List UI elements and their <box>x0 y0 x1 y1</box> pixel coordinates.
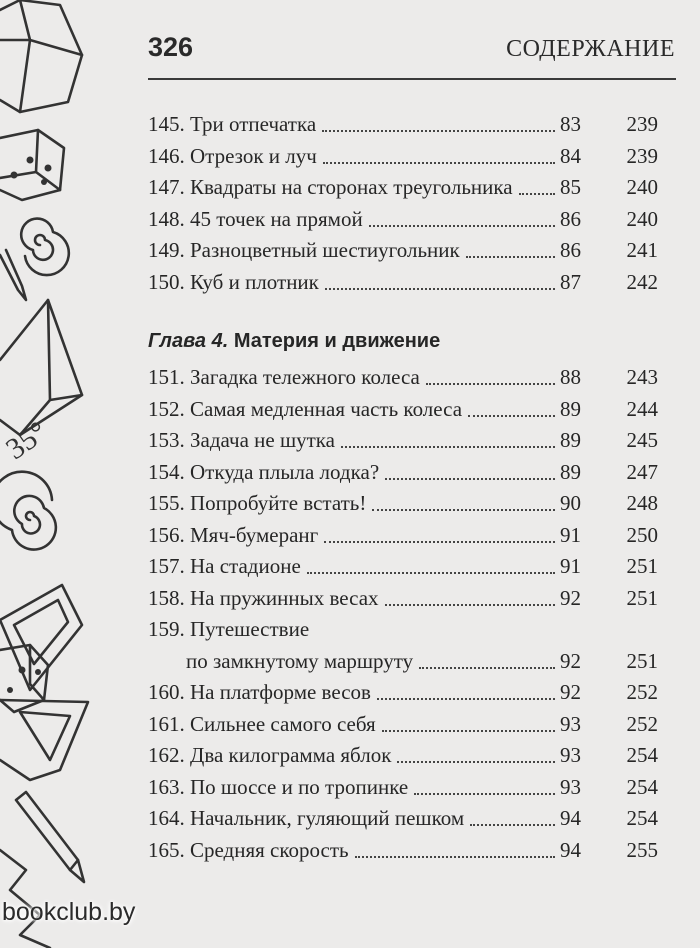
toc-entry-answer-page: 240 <box>626 206 658 231</box>
toc-entry-title: 162. Два килограмма яблок <box>148 743 392 767</box>
toc-section-chapter <box>148 362 658 866</box>
toc-entry <box>148 457 658 489</box>
pencil-doodle <box>0 250 26 300</box>
toc-entry-page: 91 <box>560 522 581 547</box>
page-header <box>148 30 675 70</box>
dot-leader <box>369 225 555 227</box>
toc-entry-answer-page: 254 <box>626 806 658 830</box>
toc-entry-answer-page: 241 <box>626 238 658 262</box>
toc-entry-title: 153. Задача не шутка <box>148 428 336 452</box>
toc-entry <box>148 614 658 646</box>
dot-leader <box>385 478 555 480</box>
toc-entry-page: 92 <box>560 648 581 673</box>
toc-entry-page: 83 <box>560 112 581 136</box>
toc-entry-title: 147. Квадраты на сторонах треугольника <box>148 175 513 199</box>
toc-entry-answer-page: 247 <box>626 459 658 484</box>
toc-entry <box>148 709 658 741</box>
toc-entry-title: 154. Откуда плыла лодка? <box>148 459 380 484</box>
toc-entry-title: 150. Куб и плотник <box>148 269 319 294</box>
pyramid-doodle <box>0 300 82 435</box>
toc-entry <box>148 109 658 141</box>
toc-entry-title: 161. Сильнее самого себя <box>148 711 376 736</box>
chapter-heading <box>148 330 440 353</box>
toc-entry-title: 158. На пружинных весах <box>148 585 379 610</box>
watermark: bookclub.by <box>2 898 136 926</box>
toc-entry <box>148 394 658 426</box>
toc-entry <box>148 172 658 204</box>
toc-entry-page: 89 <box>560 428 581 452</box>
toc-entry-answer-page: 248 <box>626 491 658 515</box>
toc-entry-title: 157. На стадионе <box>148 554 301 578</box>
dice-doodle <box>0 130 64 200</box>
dot-leader <box>324 541 555 543</box>
toc-entry <box>148 677 658 709</box>
toc-entry-title: 159. Путешествие <box>148 617 310 641</box>
dot-leader <box>341 446 555 448</box>
toc-entry-answer-page: 239 <box>626 112 658 136</box>
toc-entry-page: 85 <box>560 175 581 199</box>
toc-entry-page: 91 <box>560 554 581 578</box>
dot-leader <box>323 162 555 164</box>
dot-leader <box>372 509 555 511</box>
toc-entry-answer-page: 251 <box>626 585 658 610</box>
toc-entry-page: 84 <box>560 143 581 168</box>
cube-doodle <box>0 0 82 112</box>
toc-section-top <box>148 109 658 298</box>
toc-entry-page: 89 <box>560 459 581 484</box>
dot-leader <box>307 572 555 574</box>
page-title: СОДЕРЖАНИЕ <box>506 36 675 62</box>
chapter-title: Материя и движение <box>233 330 441 352</box>
spiral-doodle-large <box>0 472 56 550</box>
toc-entry-page: 92 <box>560 680 581 704</box>
toc-entry-answer-page: 251 <box>626 554 658 578</box>
toc-entry <box>148 425 658 457</box>
toc-entry-page: 94 <box>560 806 581 830</box>
dot-leader <box>325 288 555 290</box>
toc-entry-page: 93 <box>560 711 581 736</box>
toc-entry-title: 163. По шоссе и по тропинке <box>148 774 409 799</box>
toc-entry-page: 89 <box>560 396 581 421</box>
toc-entry <box>148 141 658 173</box>
toc-entry-answer-page: 251 <box>626 648 658 673</box>
toc-entry-title: 156. Мяч-бумеранг <box>148 522 319 547</box>
toc-entry <box>148 362 658 394</box>
dot-leader <box>355 856 555 858</box>
toc-entry <box>148 646 658 678</box>
toc-entry-page: 88 <box>560 365 581 389</box>
toc-entry-title: 152. Самая медленная часть колеса <box>148 396 463 421</box>
toc-entry-answer-page: 244 <box>626 396 658 421</box>
toc-entry-answer-page: 254 <box>626 774 658 799</box>
pencil-doodle-lower <box>16 792 84 882</box>
toc-entry-answer-page: 252 <box>626 680 658 704</box>
toc-entry-title: 151. Загадка тележного колеса <box>148 365 420 389</box>
toc-entry <box>148 803 658 835</box>
toc-entry-title: 160. На платформе весов <box>148 680 371 704</box>
toc-entry <box>148 204 658 236</box>
chapter-number: Глава 4. <box>148 330 229 352</box>
toc-entry-title: 164. Начальник, гуляющий пешком <box>148 806 465 830</box>
toc-entry-page: 93 <box>560 774 581 799</box>
toc-entry <box>148 835 658 867</box>
dot-leader <box>414 793 555 795</box>
toc-entry <box>148 740 658 772</box>
toc-entry-page: 86 <box>560 238 581 262</box>
toc-entry <box>148 583 658 615</box>
header-divider <box>148 78 676 80</box>
toc-entry <box>148 520 658 552</box>
angle-label: 35° <box>0 414 54 467</box>
dot-leader <box>385 604 555 606</box>
toc-entry <box>148 772 658 804</box>
dot-leader <box>397 761 555 763</box>
dot-leader <box>322 130 555 132</box>
toc-entry-answer-page: 240 <box>626 175 658 199</box>
toc-entry-answer-page: 243 <box>626 365 658 389</box>
dot-leader <box>377 698 555 700</box>
set-square-doodle <box>0 585 82 690</box>
toc-entry-page: 87 <box>560 269 581 294</box>
toc-entry-title: 155. Попробуйте встать! <box>148 491 367 515</box>
toc-entry <box>148 551 658 583</box>
margin-doodles <box>0 0 110 948</box>
toc-entry-page: 93 <box>560 743 581 767</box>
toc-entry-page: 90 <box>560 491 581 515</box>
spiral-doodle <box>21 219 69 276</box>
toc-entry-title: 165. Средняя скорость <box>148 837 349 862</box>
toc-entry-answer-page: 254 <box>626 743 658 767</box>
toc-entry-title: 146. Отрезок и луч <box>148 143 317 168</box>
toc-entry-answer-page: 242 <box>626 269 658 294</box>
toc-entry-page: 94 <box>560 837 581 862</box>
toc-entry-answer-page: 245 <box>626 428 658 452</box>
toc-entry-answer-page: 239 <box>626 143 658 168</box>
page-number: 326 <box>148 32 194 62</box>
toc-entry-title: 145. Три отпечатка <box>148 112 317 136</box>
toc-entry <box>148 267 658 299</box>
toc-entry <box>148 488 658 520</box>
toc-entry <box>148 235 658 267</box>
toc-entry-page: 92 <box>560 585 581 610</box>
toc-entry-title: 148. 45 точек на прямой <box>148 206 363 231</box>
toc-entry-answer-page: 250 <box>626 522 658 547</box>
toc-entry-page: 86 <box>560 206 581 231</box>
toc-entry-answer-page: 255 <box>626 837 658 862</box>
dot-leader <box>382 730 555 732</box>
toc-entry-answer-page: 252 <box>626 711 658 736</box>
toc-entry-title: 149. Разноцветный шестиугольник <box>148 238 460 262</box>
toc-entry-title: по замкнутому маршруту <box>186 648 414 673</box>
